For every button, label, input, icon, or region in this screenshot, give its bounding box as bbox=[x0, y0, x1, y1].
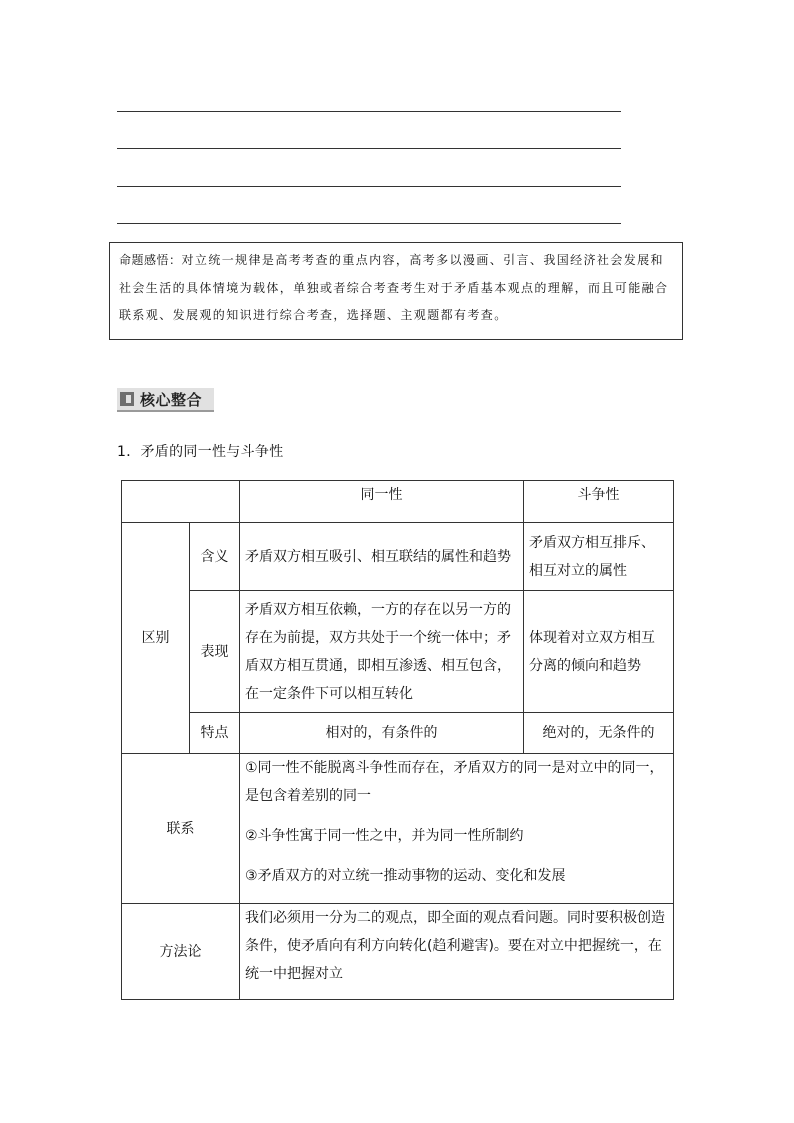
comparison-table bbox=[121, 480, 674, 1000]
row-label-feature: 特点 bbox=[190, 713, 240, 754]
meaning-struggle-cell: 矛盾双方相互排斥、相互对立的属性 bbox=[524, 523, 674, 591]
meaning-identity-cell: 矛盾双方相互吸引、相互联结的属性和趋势 bbox=[240, 523, 524, 591]
feature-struggle-cell: 绝对的，无条件的 bbox=[524, 713, 674, 754]
manifestation-struggle-cell: 体现着对立双方相互分离的倾向和趋势 bbox=[524, 591, 674, 713]
answer-line bbox=[117, 186, 621, 187]
row-label-connection: 联系 bbox=[122, 754, 240, 904]
row-label-difference: 区别 bbox=[122, 523, 190, 754]
answer-line bbox=[117, 111, 621, 112]
row-label-methodology: 方法论 bbox=[122, 904, 240, 1000]
header-identity: 同一性 bbox=[240, 481, 524, 523]
answer-line bbox=[117, 148, 621, 149]
section-title: 核心整合 bbox=[140, 390, 203, 409]
feature-identity-cell: 相对的，有条件的 bbox=[240, 713, 524, 754]
answer-line bbox=[117, 223, 621, 224]
methodology-cell: 我们必须用一分为二的观点，即全面的观点看问题。同时要积极创造条件，使矛盾向有利方向转化(趋利避害)。要在对立中把握统一，在统一中把握对立 bbox=[240, 904, 674, 1000]
exam-insight-lead: 命题感悟： bbox=[119, 253, 182, 267]
section-heading bbox=[117, 388, 214, 412]
table-corner-cell bbox=[122, 481, 240, 523]
connection-point: ③矛盾双方的对立统一推动事物的运动、变化和发展 bbox=[245, 868, 566, 884]
manifestation-identity-cell: 矛盾双方相互依赖，一方的存在以另一方的存在为前提，双方共处于一个统一体中；矛盾双方相互贯通，即相互渗透、相互包含，在一定条件下可以相互转化 bbox=[240, 591, 524, 713]
section-marker-icon bbox=[120, 392, 134, 406]
item-title: 1．矛盾的同一性与斗争性 bbox=[117, 444, 284, 460]
row-label-manifestation: 表现 bbox=[190, 591, 240, 713]
connection-point: ①同一性不能脱离斗争性而存在，矛盾双方的同一是对立中的同一，是包含着差别的同一 bbox=[245, 760, 664, 804]
connection-cell bbox=[240, 754, 674, 904]
header-struggle: 斗争性 bbox=[524, 481, 674, 523]
exam-insight-text: 对立统一规律是高考考查的重点内容，高考多以漫画、引言、我国经济社会发展和社会生活的具体情境为载体，单独或者综合考查考生对于矛盾基本观点的理解，而且可能融合联系观、发展观的知识进行综合考查，选择题、主观题都有考查。 bbox=[119, 253, 669, 322]
exam-insight-box bbox=[109, 242, 683, 340]
connection-point: ②斗争性寓于同一性之中，并为同一性所制约 bbox=[245, 828, 524, 844]
row-label-meaning: 含义 bbox=[190, 523, 240, 591]
